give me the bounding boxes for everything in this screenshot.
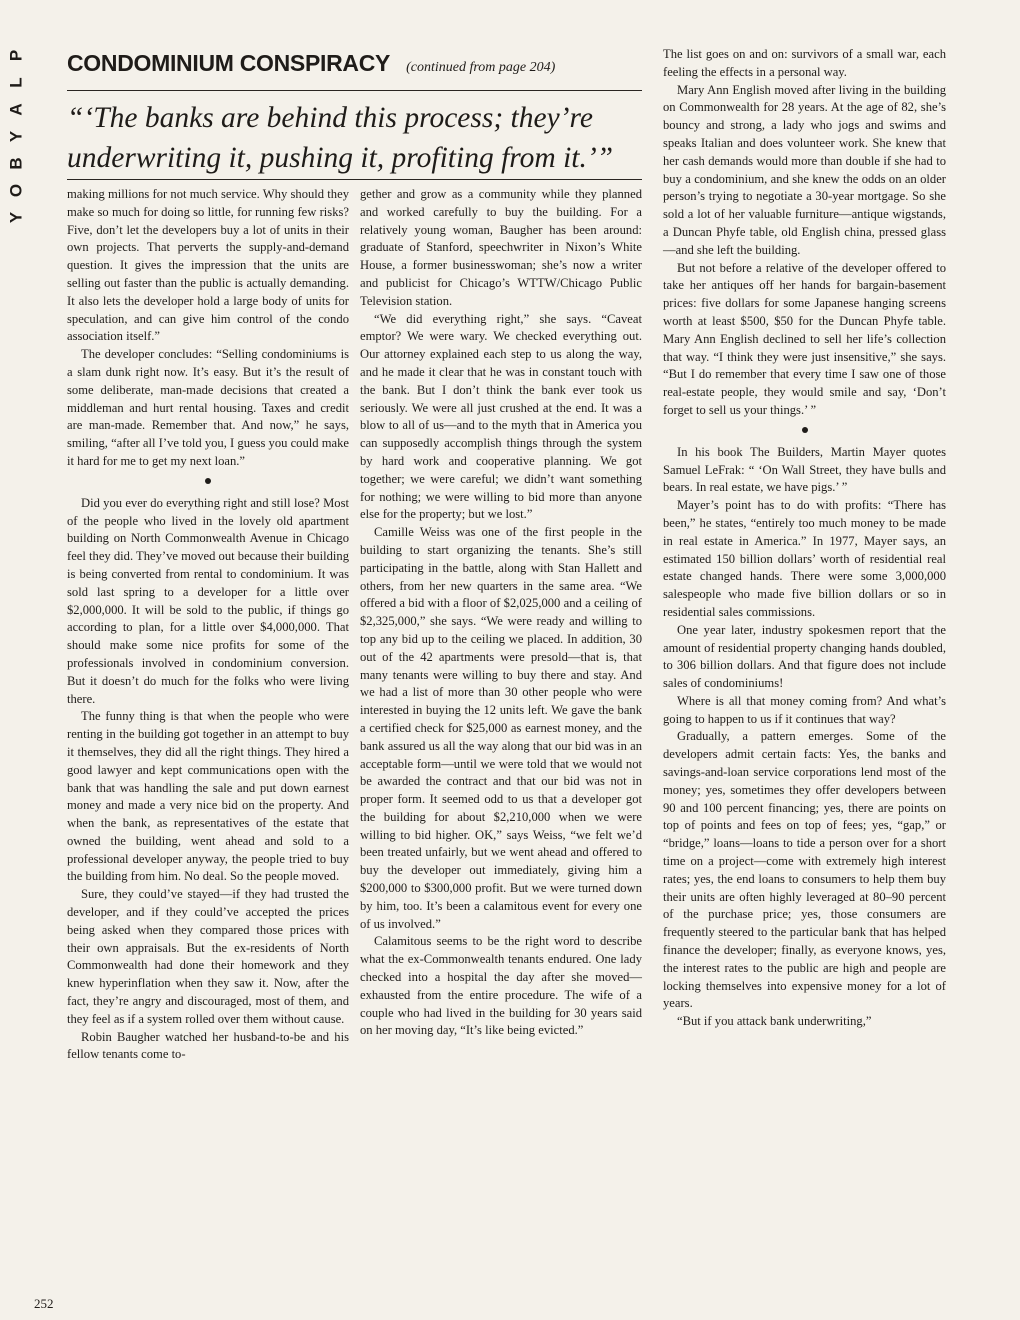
paragraph: Calamitous seems to be the right word to describe what the ex-Commonwealth tenants endured. One lady checked into a hospital the day after she moved—exhausted from the entire procedure. The wife of a couple who had lived in the building for 30 years said on her moving day, “It’s like being evicted.”: [360, 934, 642, 1038]
paragraph: The list goes on and on: survivors of a small war, each feeling the effects in a personal way.: [663, 47, 946, 79]
text-column-1: [67, 186, 349, 1064]
paragraph: “But if you attack bank underwriting,”: [677, 1014, 872, 1029]
logo-letter: O: [6, 183, 26, 198]
pullquote-divider: [67, 179, 642, 180]
text-column-3: [663, 46, 946, 1031]
paragraph: Camille Weiss was one of the first people in the building to start organizing the tenants. She’s still participating in the battle, along with Stan Hallett and others, from her new quarters in the same area. “We offered a bid with a floor of $2,025,000 and a ceiling of $2,325,000,” she says. “We were ready and willing to top any bid up to the ceiling we placed. In addition, 30 out of the 42 apartments were presold—that is, that many tenants were willing to buy there and stay. And we had a list of more than 30 other people who were interested in buying the 12 units left. We gave the bank a certified check for $25,000 as earnest money, and the bank assured us all the way along that our bid was in an acceptable form—until we were told that we would not be awarded the contract and that our bid was not in proper form. It seemed odd to us that a developer got the building for about $2,210,000 when we were willing to bid higher. OK,” says Weiss, “we felt we’d been treated unfairly, but we went ahead and offered to buy the developer out immediately, giving him a $200,000 to $300,000 profit. But we were turned down by him, too. It’s been a calamitous event for every one of us involved.”: [360, 525, 642, 931]
paragraph: “We did everything right,” she says. “Caveat emptor? We were wary. We checked everything out. Our attorney explained each step to us along the way, and he made it clear that he was in constant touch with the bank. But I don’t think the bank ever took us seriously. We were all just crushed at the end. It was a blow to all of us—and to the myth that in America you can supposedly accomplish things through the system by hard work and cooperative planning. We got together; we were careful; we didn’t want something for nothing; we were willing to bid more than anyone else for the property; but we lost.”: [360, 311, 642, 522]
paragraph: But not before a relative of the developer offered to take her antiques off her hands for bargain-basement prices: five dollars for some Japanese hanging screens worth at least $500, $50 for the Duncan Phyfe table. Mary Ann English declined to sell her life’s collection that way. “I think they were just insensitive,” she says. “But I do remember that every time I saw one of those real-estate people, they would smile and say, ‘Don’t forget to sell us your things.’ ”: [663, 260, 946, 417]
text-column-2: [360, 186, 642, 1040]
logo-letter: A: [6, 103, 26, 116]
paragraph: Mary Ann English moved after living in the building on Commonwealth for 28 years. At the age of 82, she’s bouncy and strong, a lady who jogs and swims and speaks Italian and does volunteer work. She knew that her cash demands would more than double if she had to buy a condominium, and she knew the odds on an older person’s trying to negotiate a 30-year mortgage. So she sold a lot of her valuable furniture—antique wigstands, a Duncan Phyfe table, old English china, pressed glass—and she left the building.: [663, 82, 946, 257]
top-divider: [67, 90, 642, 91]
paragraph: gether and grow as a community while they planned and worked carefully to buy the building. For a relatively young woman, Baugher has been around: graduate of Stanford, speechwriter in Nixon’s White House, a former businesswoman; she’s now a writer and publicist for Chicago’s WTTW/Chicago Public Television station.: [360, 187, 642, 308]
logo-letter: Y: [6, 130, 26, 143]
paragraph: Robin Baugher watched her husband-to-be and his fellow tenants come to-: [67, 1029, 349, 1062]
paragraph: The funny thing is that when the people who were renting in the building got together in an attempt to buy it themselves, they did all the right things. They hired a good lawyer and kept communications open with the bank that was handling the sale and put down earnest money and made a very nice bid on the property. And when the bank, as representatives of the estate that owned the building, went ahead and sold to a professional developer anyway, the people tried to buy the building from him. No deal. So the people moved.: [67, 709, 349, 884]
article-header: [67, 50, 642, 77]
paragraph: One year later, industry spokesmen report that the amount of residential property changing hands doubled, to 306 billion dollars. And that figure does not include sales of condominiums!: [663, 622, 946, 691]
magazine-sidebar-logo: [4, 42, 30, 231]
article-title: CONDOMINIUM CONSPIRACY: [67, 50, 391, 76]
logo-letter: Y: [6, 211, 26, 224]
paragraph: Sure, they could’ve stayed—if they had trusted the developer, and if they could’ve accepted the prices being asked when they compared those prices with their own appraisals. But the ex-residents of North Commonwealth had done their homework and they knew hyperinflation when they saw it. Now, after the fact, they’re angry and discouraged, most of them, and they feel as if a system rolled over them without cause.: [67, 887, 349, 1026]
paragraph: In his book The Builders, Martin Mayer quotes Samuel LeFrak: “ ‘On Wall Street, they have bulls and bears. In real estate, we have pigs.’ ”: [663, 444, 946, 495]
section-bullet: [663, 420, 946, 444]
paragraph: Where is all that money coming from? And what’s going to happen to us if it continues that way?: [663, 693, 946, 726]
logo-letter: L: [6, 77, 26, 88]
page-number: 252: [34, 1296, 54, 1311]
continued-note: (continued from page 204): [406, 60, 556, 75]
pull-quote: “‘The banks are behind this process; they’re underwriting it, pushing it, profiting from it.’”: [67, 102, 614, 174]
logo-letter: B: [6, 157, 26, 170]
paragraph: Did you ever do everything right and still lose? Most of the people who lived in the lovely old apartment building on North Commonwealth Avenue in Chicago feel they did. They’ve moved out because their building is being converted from rental to condominium. It was sold last spring to a developer for a little over $2,000,000. It will be sold to the public, if things go according to plan, for a little over $4,000,000. That should make some nice profits for some of the professionals involved in condominium conversion. But it doesn’t do much for the folks who were living there.: [67, 495, 349, 706]
paragraph: Gradually, a pattern emerges. Some of the developers admit certain facts: Yes, the banks and savings-and-loan service corporations lend most of the money; yes, sometimes they offer developers between 90 and 100 percent financing; yes, there are points on top of points and fees on top of fees; yes, “gap,” or “bridge,” loans—loans to tide a person over for a short time on a project—come with extremely high interest rates; yes, the end loans to consumers to help them buy their units are often highly leveraged at 80–90 percent of the purchase price; yes, those consumers are frequently steered to the particular bank that has helped finance the developer; finally, as everyone knows, yes, the interest rates to the public are high and people are locking themselves into expensive money for a lot of years.: [663, 729, 946, 1011]
paragraph: Mayer’s point has to do with profits: “There has been,” he states, “entirely too much money to be made in real estate in America.” In 1977, Mayer says, an estimated 150 billion dollars’ worth of residential real estate changed hands. There were some 3,000,000 salespeople who made five billion dollars or so in residential sales commissions.: [663, 498, 946, 619]
paragraph: The developer concludes: “Selling condominiums is a slam dunk right now. It’s easy. But it’s the result of some deliberate, man-made decisions that created a middleman and hurt rental housing. Taxes and credit are man-made. Remember that. And now,” he says, smiling, “after all I’ve told you, I guess you could make it hard for me to get my next loan.”: [67, 347, 349, 468]
section-bullet: [67, 471, 349, 495]
paragraph: making millions for not much service. Why should they make so much for doing so little, for running few risks? Five, don’t let the developers buy a lot of units in their own projects. That perverts the supply-and-demand question. It gives the impression that the units are selling out faster than the public is actually demanding. It also lets the developer hold a large body of units for speculation, and can give him control of the condo association itself.”: [67, 187, 349, 344]
logo-letter: P: [6, 49, 26, 62]
